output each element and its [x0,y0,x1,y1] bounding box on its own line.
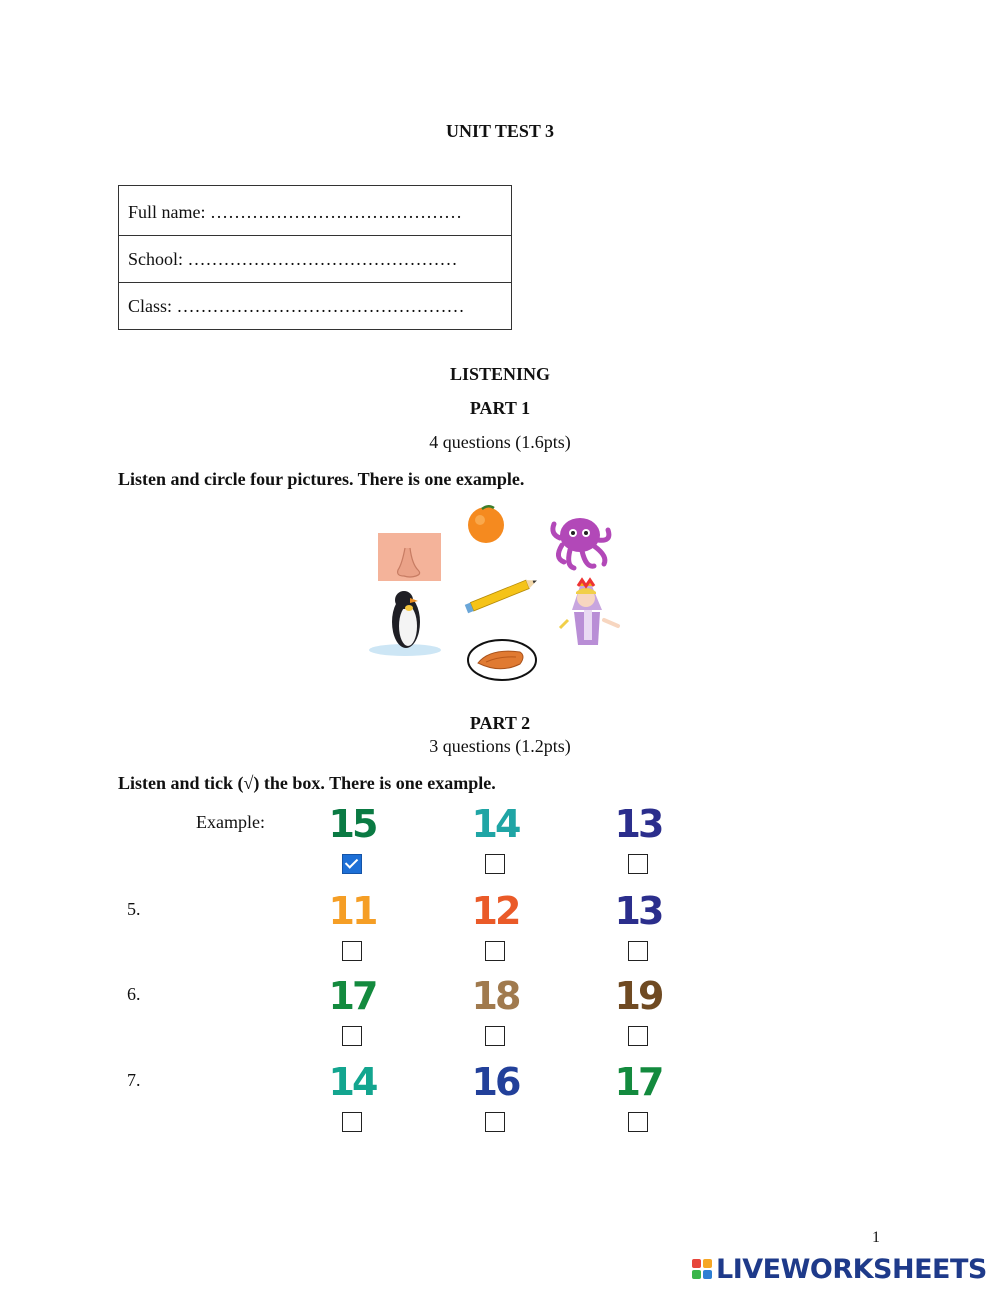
tick-box[interactable] [628,1112,648,1132]
class-field[interactable]: Class: ………………………………………… [119,283,512,330]
tick-box[interactable] [342,941,362,961]
tick-box[interactable] [485,941,505,961]
part1-title: PART 1 [469,398,531,418]
number-option: 14 [328,1060,376,1104]
orange-icon[interactable] [468,506,504,543]
part2-points: 3 questions (1.2pts) [429,736,571,756]
school-field[interactable]: School: ……………………………………… [119,236,512,283]
nose-icon[interactable] [378,533,441,581]
number-option: 11 [328,889,376,933]
number-option: 16 [471,1060,519,1104]
tick-box[interactable] [485,854,505,874]
number-option: 15 [328,802,376,846]
question-label: 5. [127,899,141,919]
tick-box[interactable] [628,1026,648,1046]
question-label: 6. [127,984,141,1004]
tick-box[interactable] [342,1112,362,1132]
penguin-icon[interactable] [369,591,441,656]
part1-instruction: Listen and circle four pictures. There is one example. [118,469,525,489]
page-title: UNIT TEST 3 [445,121,555,141]
number-option: 17 [328,974,376,1018]
student-info-table [118,185,512,330]
page-number: 1 [872,1229,880,1246]
number-option: 17 [614,1060,662,1104]
number-option: 13 [614,802,662,846]
checked-box[interactable] [342,854,362,874]
number-option: 19 [614,974,662,1018]
queen-icon[interactable] [560,580,618,645]
part1-points: 4 questions (1.6pts) [429,432,571,452]
full-name-field[interactable]: Full name: …………………………………… [119,186,512,236]
question-label: 7. [127,1070,141,1090]
almond-icon[interactable] [468,640,536,680]
octopus-icon[interactable] [553,518,609,568]
tick-box[interactable] [628,854,648,874]
number-option: 12 [471,889,519,933]
liveworksheets-logo [692,1254,987,1284]
part2-instruction: Listen and tick (√) the box. There is one example. [118,773,496,793]
number-option: 18 [471,974,519,1018]
logo-text: LIVEWORKSHEETS [716,1253,987,1285]
part1-pictures [360,500,650,690]
tick-box[interactable] [342,1026,362,1046]
question-label: Example: [196,812,265,832]
pencil-icon[interactable] [465,576,539,613]
part2-title: PART 2 [469,713,531,733]
number-option: 13 [614,889,662,933]
number-option: 14 [471,802,519,846]
tick-box[interactable] [628,941,648,961]
logo-mark-icon [692,1259,712,1279]
section-title: LISTENING [449,364,551,384]
tick-box[interactable] [485,1112,505,1132]
tick-box[interactable] [485,1026,505,1046]
